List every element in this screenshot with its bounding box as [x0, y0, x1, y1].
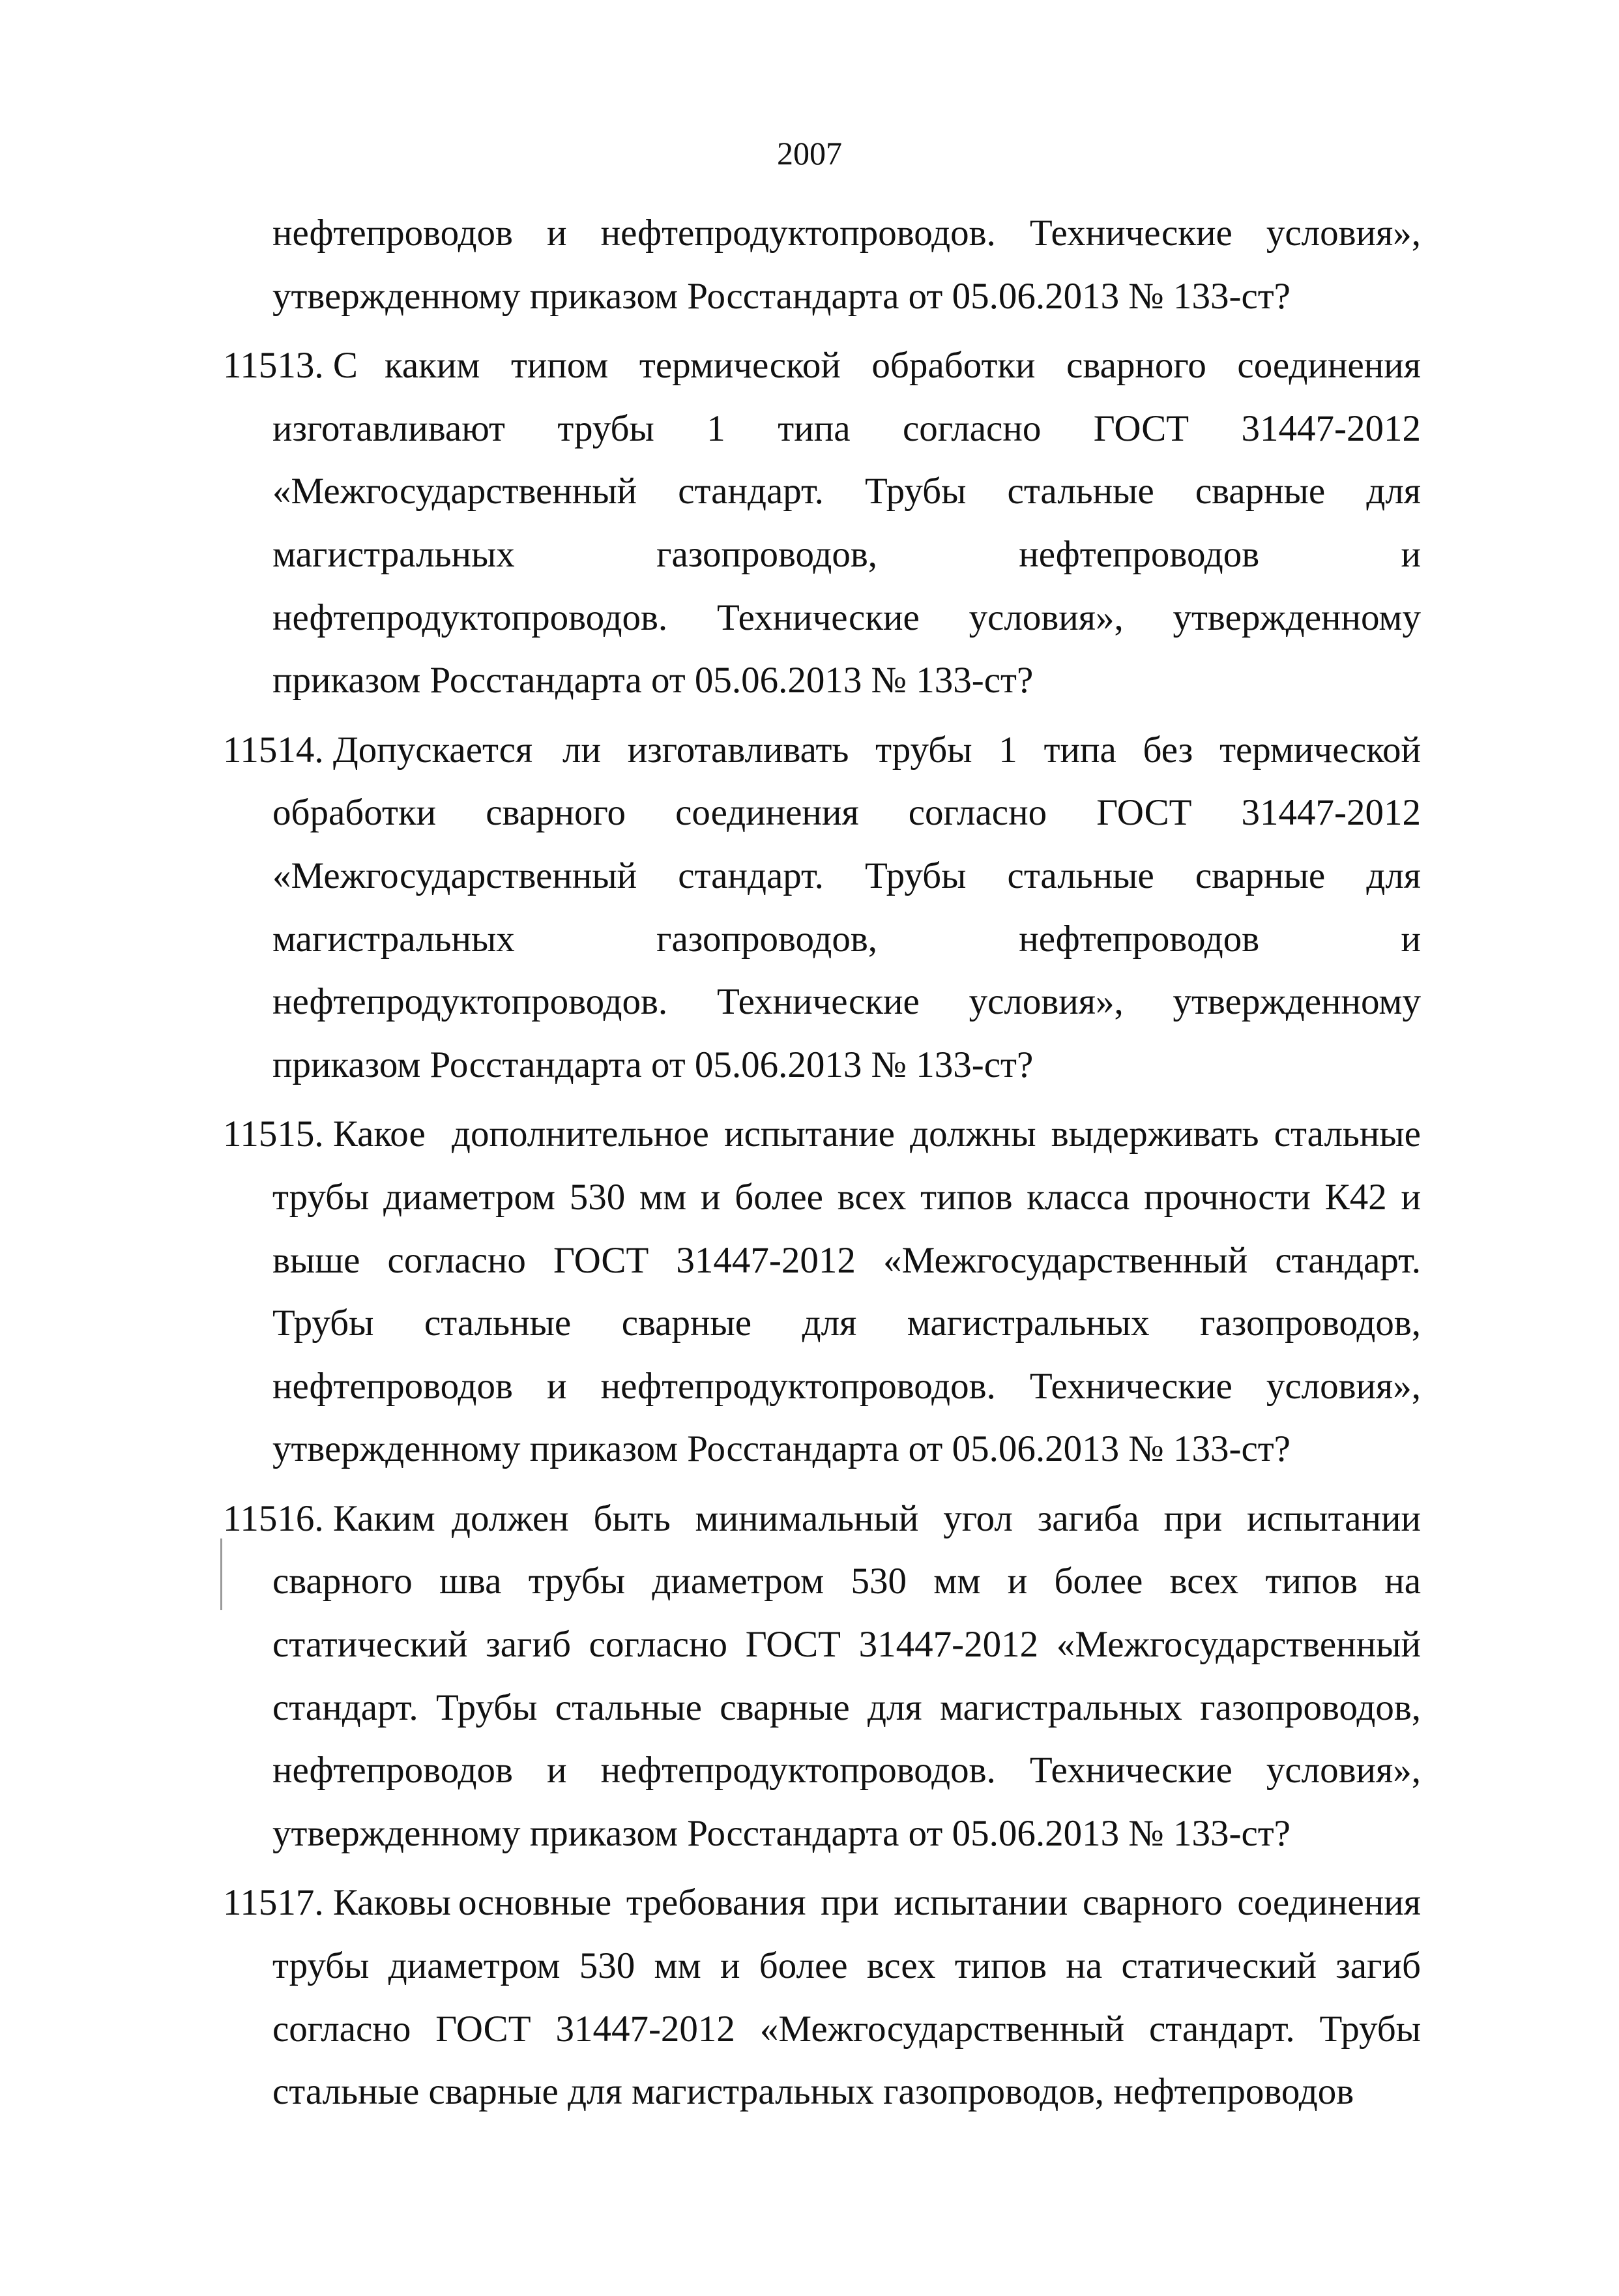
question-number-text: 11513. [223, 345, 324, 387]
question-lead-word: С [332, 345, 358, 387]
question-lead-word: Каковы [332, 1882, 451, 1924]
question-number [223, 1103, 426, 1166]
question-item [223, 1103, 1421, 1481]
question-item [223, 719, 1421, 1097]
question-body: ли изготавливать трубы 1 типа без термической обработки сварного соединения согласно ГОСТ 31447-2012 «Межгосударственный стандарт. Трубы стальные сварные для магистральных газопроводов, нефтепроводов и нефтепродуктопроводов. Технические условия», утвержденному приказом Росстандарта от 05.06.2013 № 133-ст? [272, 729, 1421, 1085]
question-number-text: 11514. [223, 729, 324, 771]
question-item [223, 1872, 1421, 2123]
page-number: 2007 [777, 135, 842, 171]
scan-artifact-line [220, 1538, 222, 1610]
question-number [223, 719, 532, 782]
continued-paragraph: нефтепроводов и нефтепродуктопроводов. Технические условия», утвержденному приказом Росстандарта от 05.06.2013 № 133-ст? [272, 213, 1421, 317]
question-text [272, 1488, 1421, 1866]
question-number [223, 334, 358, 398]
question-number-text: 11515. [223, 1113, 324, 1155]
question-body: дополнительное испытание должны выдерживать стальные трубы диаметром 530 мм и более всех типов класса прочности К42 и выше согласно ГОСТ 31447-2012 «Межгосударственный стандарт. Трубы стальные сварные для магистральных газопроводов, нефтепроводов и нефтепродуктопроводов. Технические условия», утвержденному приказом Росстандарта от 05.06.2013 № 133-ст? [272, 1113, 1421, 1470]
question-number [223, 1872, 451, 1935]
question-lead-word: Каким [332, 1497, 435, 1539]
question-body: основные требования при испытании сварного соединения трубы диаметром 530 мм и более всех типов на статический загиб согласно ГОСТ 31447-2012 «Межгосударственный стандарт. Трубы стальные сварные для магистральных газопроводов, нефтепроводов [272, 1882, 1421, 2113]
question-body: каким типом термической обработки сварного соединения изготавливают трубы 1 типа согласно ГОСТ 31447-2012 «Межгосударственный стандарт. Трубы стальные сварные для магистральных газопроводов, нефтепроводов и нефтепродуктопроводов. Технические условия», утвержденному приказом Росстандарта от 05.06.2013 № 133-ст? [272, 345, 1421, 701]
question-number-text: 11517. [223, 1882, 324, 1924]
document-body [223, 202, 1421, 2130]
question-body: должен быть минимальный угол загиба при испытании сварного шва трубы диаметром 530 мм и более всех типов на статический загиб согласно ГОСТ 31447-2012 «Межгосударственный стандарт. Трубы стальные сварные для магистральных газопроводов, нефтепроводов и нефтепродуктопроводов. Технические условия», утвержденному приказом Росстандарта от 05.06.2013 № 133-ст? [272, 1497, 1421, 1854]
question-text [272, 1103, 1421, 1481]
question-text [272, 334, 1421, 713]
question-lead-word: Какое [332, 1113, 426, 1155]
question-lead-word: Допускается [332, 729, 533, 771]
question-number-text: 11516. [223, 1497, 324, 1539]
question-number [223, 1488, 435, 1551]
question-item [223, 1488, 1421, 1866]
question-item [223, 334, 1421, 713]
